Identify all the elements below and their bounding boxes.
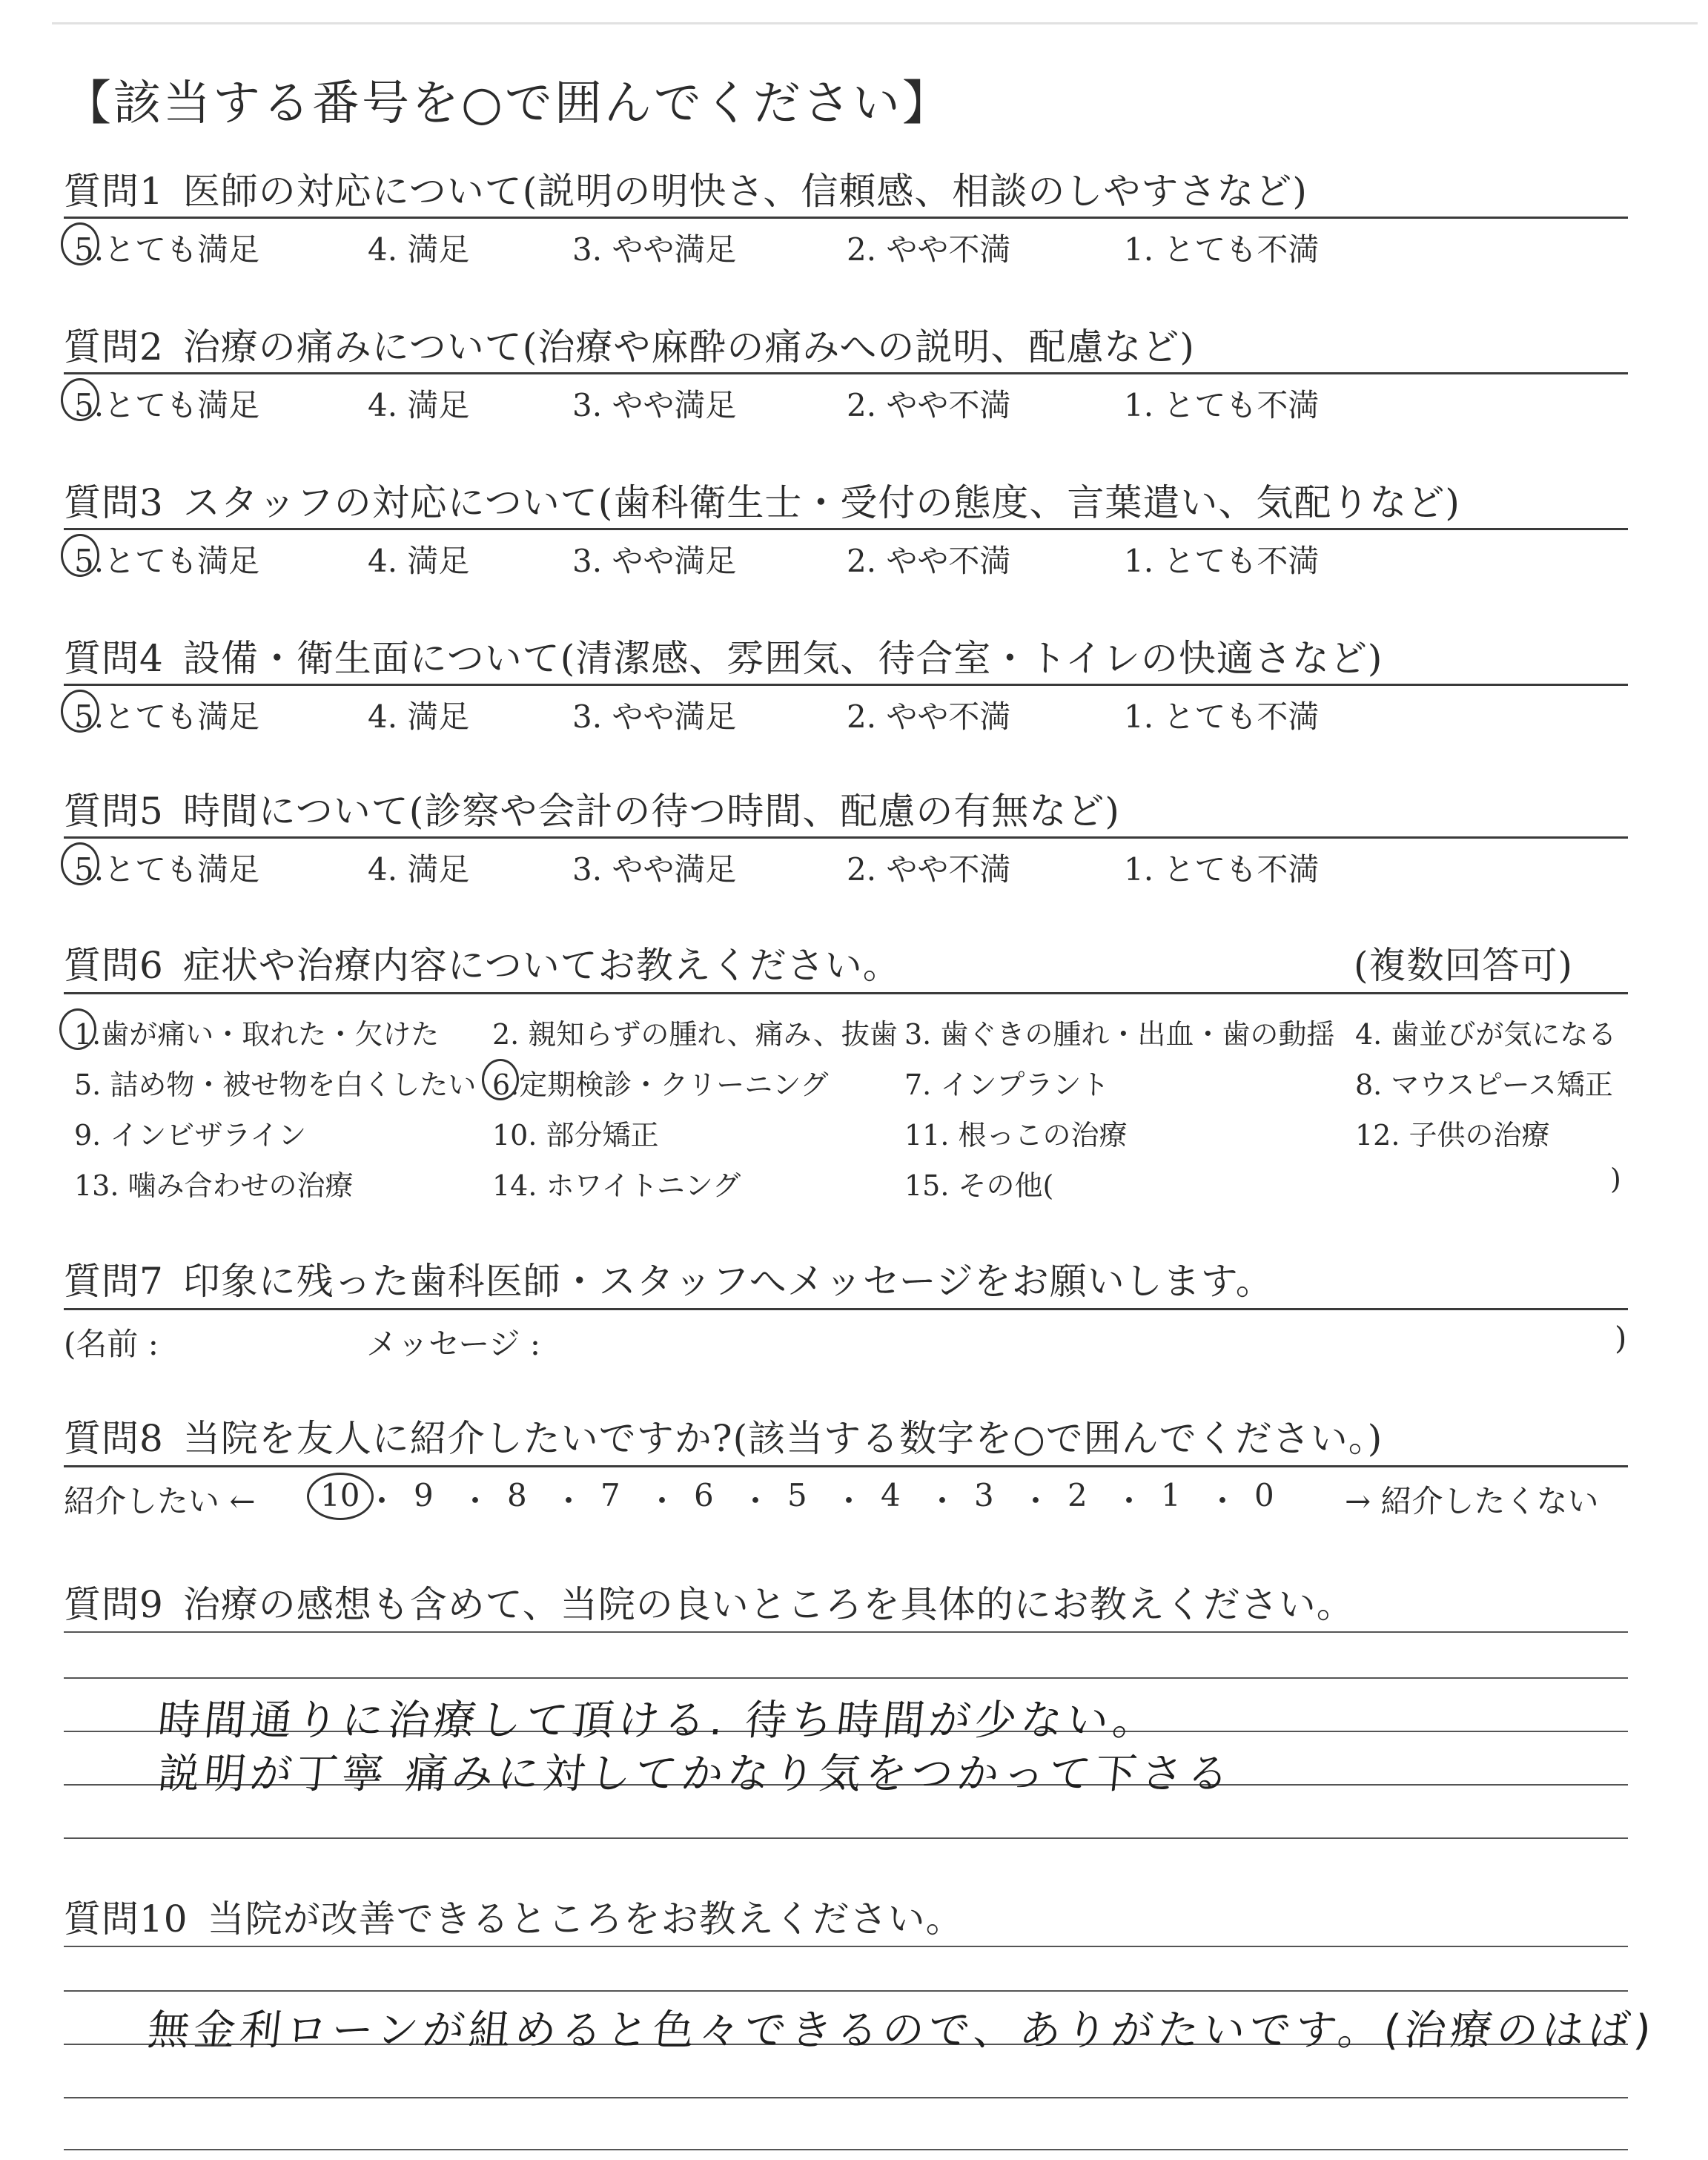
question-rule (64, 528, 1628, 530)
scale-value-5[interactable]: 5 (787, 1477, 807, 1513)
question-title (64, 1889, 964, 1943)
selected-circle-mark (61, 842, 99, 885)
question-text: 印象に残った歯科医師・スタッフへメッセージをお願いします。 (182, 1260, 1274, 1303)
selected-circle-mark (61, 378, 99, 421)
answer-rule (64, 1946, 1628, 1947)
rating-option-2[interactable]: 2. やや不満 (847, 698, 1011, 735)
rating-option-2[interactable]: 2. やや不満 (847, 851, 1011, 888)
question-8 (64, 1409, 1628, 1557)
question-number: 質問5 (64, 790, 164, 833)
symptom-option-3[interactable]: 3. 歯ぐきの腫れ・出血・歯の動揺 (904, 1018, 1335, 1051)
multiple-answers-note: (複数回答可) (1354, 944, 1574, 987)
rating-option-5[interactable]: 5.とても満足 (74, 543, 260, 579)
scale-separator: ・ (833, 1483, 865, 1519)
handwritten-answer-line: 時間通りに治療して頂ける. 待ち時間が少ない。 (156, 1697, 1162, 1745)
selected-circle-mark (59, 1008, 96, 1050)
question-1 (64, 162, 1628, 310)
scale-separator: ・ (366, 1483, 398, 1519)
question-text: スタッフの対応について(歯科衛生士・受付の態度、言葉遣い、気配りなど) (182, 481, 1460, 524)
question-7 (64, 1252, 1628, 1400)
scale-separator: ・ (927, 1483, 959, 1519)
question-title (64, 782, 1120, 835)
rating-option-3[interactable]: 3. やや満足 (572, 851, 737, 888)
rating-option-1[interactable]: 1. とても不満 (1124, 543, 1320, 579)
question-number: 質問9 (64, 1583, 164, 1626)
handwritten-answer-line: 説明が丁寧 痛みに対してかなり気をつかって下さる (156, 1750, 1236, 1798)
question-title (64, 473, 1460, 526)
message-label: メッセージ : (366, 1326, 540, 1362)
question-text: 医師の対応について(説明の明快さ、信頼感、相談のしやすさなど) (182, 170, 1308, 213)
symptom-option-10[interactable]: 10. 部分矯正 (492, 1119, 659, 1152)
rating-option-3[interactable]: 3. やや満足 (572, 698, 737, 735)
question-6 (64, 936, 1628, 1247)
rating-option-2[interactable]: 2. やや不満 (847, 543, 1011, 579)
scale-value-4[interactable]: 4 (881, 1477, 901, 1513)
scale-separator: ・ (1020, 1483, 1052, 1519)
question-rule (64, 992, 1628, 994)
question-text: 症状や治療内容についてお教えください。 (182, 944, 901, 987)
question-text: 当院が改善できるところをお教えください。 (207, 1898, 964, 1941)
question-3 (64, 473, 1628, 621)
question-number: 質問1 (64, 170, 164, 213)
rating-option-4[interactable]: 4. 満足 (368, 543, 470, 579)
symptom-option-11[interactable]: 11. 根っこの治療 (904, 1119, 1128, 1152)
top-border (52, 22, 1698, 24)
rating-option-3[interactable]: 3. やや満足 (572, 231, 737, 268)
selected-circle-mark (307, 1473, 374, 1520)
symptom-option-12[interactable]: 12. 子供の治療 (1355, 1119, 1550, 1152)
question-number: 質問2 (64, 326, 164, 369)
message-close-paren: ) (1615, 1320, 1627, 1356)
symptom-option-6[interactable]: 6.定期検診・クリーニング (492, 1069, 829, 1101)
symptom-option-8[interactable]: 8. マウスピース矯正 (1355, 1069, 1613, 1101)
scale-separator: ・ (646, 1483, 678, 1519)
recommend-label: 紹介したい ← (64, 1483, 256, 1519)
question-number: 質問3 (64, 481, 164, 524)
question-title (64, 936, 901, 989)
question-text: 時間について(診察や会計の待つ時間、配慮の有無など) (182, 790, 1120, 833)
answer-rule (64, 1990, 1628, 1992)
scale-value-8[interactable]: 8 (507, 1477, 527, 1513)
symptom-option-7[interactable]: 7. インプラント (904, 1069, 1110, 1101)
symptom-option-13[interactable]: 13. 噛み合わせの治療 (74, 1169, 354, 1202)
question-number: 質問8 (64, 1417, 164, 1460)
other-close-paren: ) (1610, 1163, 1621, 1195)
question-5 (64, 782, 1628, 930)
scale-value-0[interactable]: 0 (1254, 1477, 1274, 1513)
question-text: 当院を友人に紹介したいですか?(該当する数字を○で囲んでください。) (182, 1417, 1383, 1460)
scale-value-9[interactable]: 9 (414, 1477, 434, 1513)
question-rule (64, 217, 1628, 219)
rating-option-1[interactable]: 1. とても不満 (1124, 387, 1320, 423)
rating-option-4[interactable]: 4. 満足 (368, 387, 470, 423)
symptom-option-5[interactable]: 5. 詰め物・被せ物を白くしたい (74, 1069, 477, 1101)
rating-option-3[interactable]: 3. やや満足 (572, 543, 737, 579)
question-rule (64, 372, 1628, 374)
rating-option-1[interactable]: 1. とても不満 (1124, 231, 1320, 268)
rating-option-5[interactable]: 5.とても満足 (74, 698, 260, 735)
scale-value-3[interactable]: 3 (974, 1477, 994, 1513)
symptom-option-9[interactable]: 9. インビザライン (74, 1119, 307, 1152)
handwritten-answer-line: 無金利ローンが組めると色々できるので、ありがたいです。(治療のはば) (145, 2007, 1658, 2055)
rating-option-5[interactable]: 5.とても満足 (74, 231, 260, 268)
question-rule (64, 1465, 1628, 1467)
selected-circle-mark (482, 1059, 519, 1100)
scale-value-2[interactable]: 2 (1068, 1477, 1088, 1513)
question-text: 設備・衛生面について(清潔感、雰囲気、待合室・トイレの快適さなど) (182, 637, 1383, 680)
scale-value-7[interactable]: 7 (600, 1477, 620, 1513)
answer-rule (64, 2097, 1628, 2098)
scale-separator: ・ (1207, 1483, 1239, 1519)
question-rule (64, 1308, 1628, 1310)
selected-circle-mark (61, 534, 99, 577)
question-2 (64, 317, 1628, 466)
rating-option-2[interactable]: 2. やや不満 (847, 387, 1011, 423)
name-label: (名前 : (64, 1326, 159, 1362)
rating-option-4[interactable]: 4. 満足 (368, 231, 470, 268)
question-title (64, 1252, 1274, 1305)
answer-rule (64, 1631, 1628, 1633)
selected-circle-mark (61, 690, 99, 733)
question-4 (64, 629, 1628, 777)
rating-option-1[interactable]: 1. とても不満 (1124, 851, 1320, 888)
scale-separator: ・ (460, 1483, 491, 1519)
question-number: 質問4 (64, 637, 164, 680)
scale-separator: ・ (553, 1483, 585, 1519)
rating-option-2[interactable]: 2. やや不満 (847, 231, 1011, 268)
question-number: 質問7 (64, 1260, 164, 1303)
symptom-option-2[interactable]: 2. 親知らずの腫れ、痛み、抜歯 (492, 1018, 898, 1051)
question-rule (64, 836, 1628, 839)
not-recommend-label: → 紹介したくない (1345, 1483, 1599, 1519)
scale-value-1[interactable]: 1 (1161, 1477, 1181, 1513)
answer-rule (64, 1837, 1628, 1839)
rating-option-4[interactable]: 4. 満足 (368, 698, 470, 735)
scale-separator: ・ (1113, 1483, 1145, 1519)
scale-separator: ・ (740, 1483, 772, 1519)
question-title (64, 629, 1383, 682)
answer-rule (64, 1677, 1628, 1679)
question-text: 治療の感想も含めて、当院の良いところを具体的にお教えください。 (182, 1583, 1354, 1626)
question-number: 質問6 (64, 944, 164, 987)
symptom-option-14[interactable]: 14. ホワイトニング (492, 1169, 741, 1202)
question-title (64, 317, 1195, 371)
question-title (64, 162, 1308, 215)
question-number: 質問10 (64, 1898, 188, 1941)
question-rule (64, 684, 1628, 686)
rating-option-5[interactable]: 5.とても満足 (74, 387, 260, 423)
answer-rule (64, 2149, 1628, 2150)
rating-option-1[interactable]: 1. とても不満 (1124, 698, 1320, 735)
symptom-option-1[interactable]: 1.歯が痛い・取れた・欠けた (74, 1018, 440, 1051)
question-text: 治療の痛みについて(治療や麻酔の痛みへの説明、配慮など) (182, 326, 1195, 369)
scale-value-10[interactable]: 10 (320, 1477, 360, 1513)
instruction-header: 【該当する番号を○で囲んでください】 (64, 76, 952, 131)
selected-circle-mark (61, 222, 99, 265)
rating-option-5[interactable]: 5.とても満足 (74, 851, 260, 888)
rating-option-4[interactable]: 4. 満足 (368, 851, 470, 888)
symptom-option-4[interactable]: 4. 歯並びが気になる (1355, 1018, 1617, 1051)
question-title (64, 1409, 1383, 1462)
scale-value-6[interactable]: 6 (694, 1477, 714, 1513)
rating-option-3[interactable]: 3. やや満足 (572, 387, 737, 423)
symptom-option-15[interactable]: 15. その他( (904, 1169, 1054, 1202)
question-title (64, 1575, 1354, 1628)
